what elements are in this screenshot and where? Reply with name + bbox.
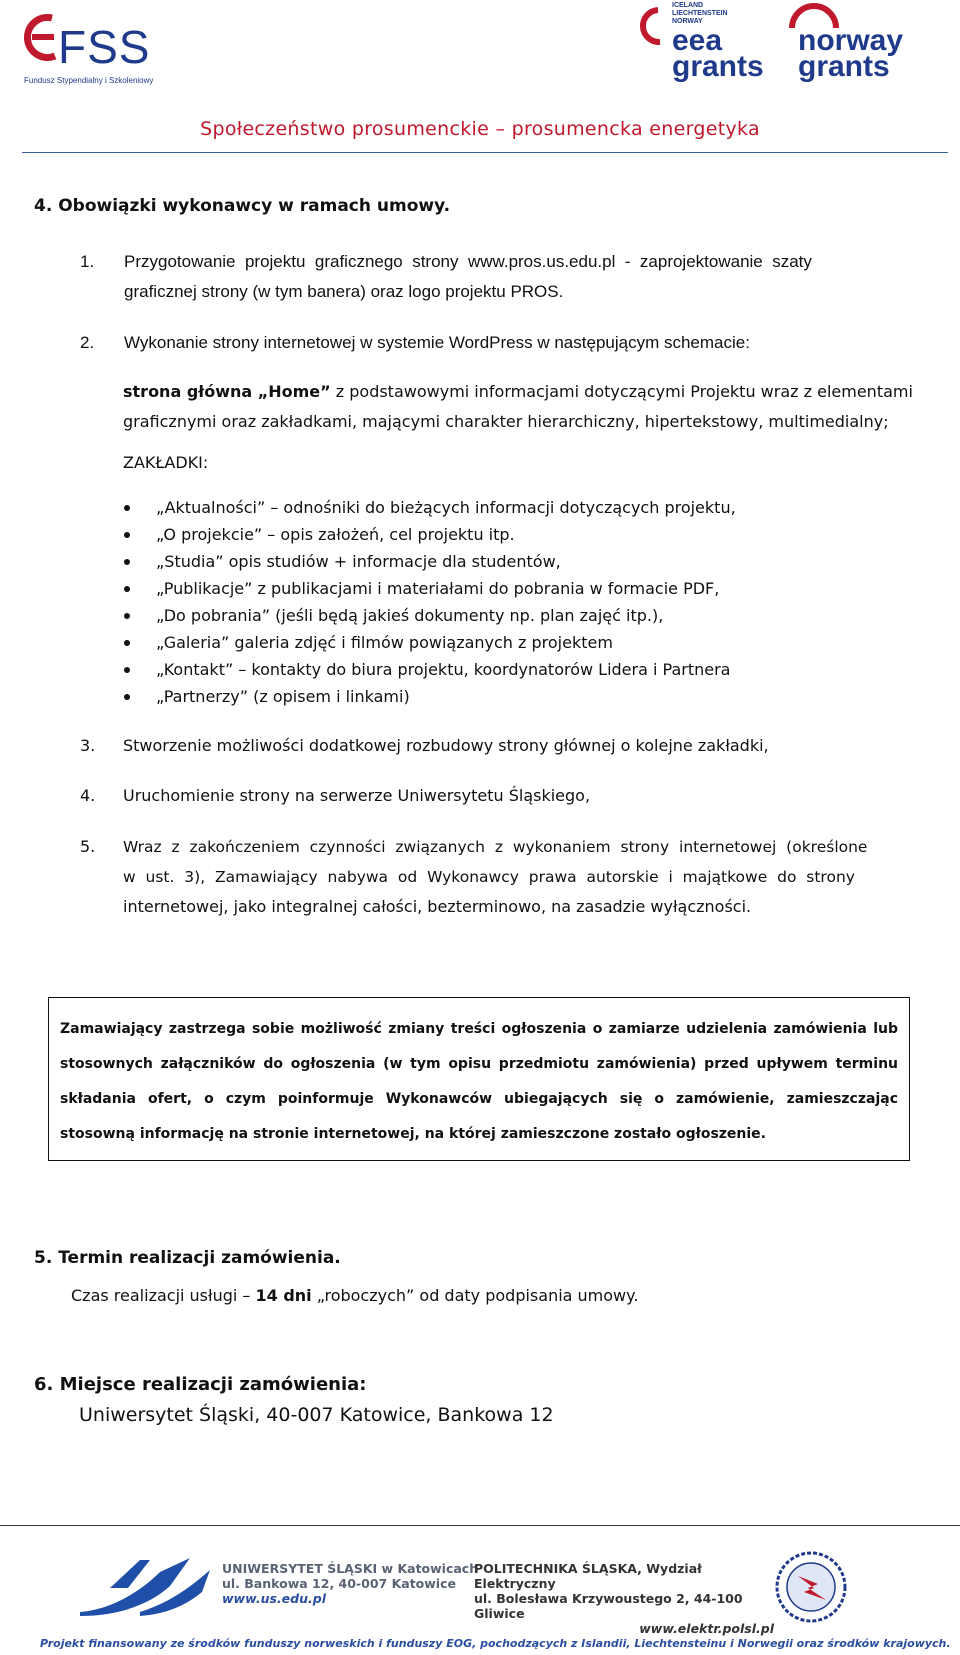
notice-box	[48, 997, 910, 1161]
list-item: „Partnerzy” (z opisem i linkami)	[156, 683, 736, 710]
home-description	[123, 377, 913, 407]
header-divider	[22, 152, 948, 153]
list-item: „O projekcie” – opis założeń, cel projektu itp.	[156, 521, 736, 548]
list-item: „Aktualności” – odnośniki do bieżących informacji dotyczących projektu,	[156, 494, 736, 521]
funding-note: Projekt finansowany ze środków funduszy norweskich i funduszy EOG, pochodzących z Islandii, Liechtensteinu i Norwegii oraz środków krajowych.	[40, 1637, 951, 1650]
section6-heading: 6. Miejsce realizacji zamówienia:	[34, 1374, 367, 1395]
section4-item5-line2: w ust. 3), Zamawiający nabywa od Wykonawcy prawa autorskie i majątkowe do strony	[123, 868, 855, 886]
section4-heading: 4. Obowiązki wykonawcy w ramach umowy.	[34, 196, 451, 216]
section4-item5-line3: internetowej, jako integralnej całości, bezterminowo, na zasadzie wyłączności.	[123, 897, 752, 916]
list-item: „Studia” opis studiów + informacje dla studentów,	[156, 548, 736, 575]
pol-address	[474, 1561, 774, 1636]
section4-item2-text: Wykonanie strony internetowej w systemie WordPress w następującym schemacie:	[124, 333, 750, 352]
section5-text-a: Czas realizacji usługi –	[71, 1286, 256, 1305]
home-label: strona główna „Home”	[123, 382, 331, 401]
eea-logo-line2: grants	[672, 50, 764, 83]
home-description-line2: graficznymi oraz zakładkami, mającymi charakter hierarchiczny, hipertekstowy, multimedialny;	[123, 412, 889, 431]
list-item-number: 3.	[80, 736, 96, 755]
list-item-number: 5.	[80, 837, 96, 856]
pol-logo-icon	[774, 1548, 848, 1626]
fss-logo-subtitle: Fundusz Stypendialny i Szkoleniowy	[24, 76, 154, 85]
section5-text-b: „roboczych” od daty podpisania umowy.	[311, 1286, 639, 1305]
fss-logo-text: FSS	[58, 21, 151, 73]
eea-logo-line1: eea	[672, 24, 723, 57]
list-item-number: 4.	[80, 786, 96, 805]
tabs-list	[156, 494, 736, 710]
home-description-rest: z podstawowymi informacjami dotyczącymi Projektu wraz z elementami	[330, 382, 913, 401]
section4-item3-text: Stworzenie możliwości dodatkowej rozbudowy strony głównej o kolejne zakładki,	[123, 736, 769, 755]
eea-country: ICELAND	[672, 2, 704, 9]
section5-text	[71, 1281, 638, 1311]
eea-grants-logo	[632, 0, 762, 90]
list-item: „Galeria” galeria zdjęć i filmów powiązanych z projektem	[156, 629, 736, 656]
section6-address: Uniwersytet Śląski, 40-007 Katowice, Bankowa 12	[79, 1404, 554, 1426]
list-item: „Publikacje” z publikacjami i materiałami do pobrania w formacie PDF,	[156, 575, 736, 602]
eea-grants-mark	[632, 4, 666, 48]
section4-item4-text: Uruchomienie strony na serwerze Uniwersytetu Śląskiego,	[123, 786, 591, 805]
eea-country: NORWAY	[672, 18, 703, 25]
tabs-label: ZAKŁADKI:	[123, 453, 209, 472]
section5-days: 14 dni	[255, 1286, 312, 1305]
section5-heading: 5. Termin realizacji zamówienia.	[34, 1248, 341, 1268]
notice-text: Zamawiający zastrzega sobie możliwość zmiany treści ogłoszenia o zamiarze udzielenia zamówienia lub stosownych załączników do ogłoszenia (w tym opisu przedmiotu zamówienia) przed upływem terminu składania ofert, o czym poinformuje Wykonawców ubiegających się o zamówienie, zamieszczając stosowną informację na stronie internetowej, na której zamieszczone zostało ogłoszenie.	[60, 1021, 898, 1142]
fss-logo-mark	[22, 10, 62, 70]
us-name: UNIWERSYTET ŚLĄSKI w Katowicach	[222, 1561, 479, 1576]
eea-country: LIECHTENSTEIN	[672, 10, 728, 17]
eea-countries	[672, 2, 728, 26]
pol-name: POLITECHNIKA ŚLĄSKA, Wydział Elektryczny	[474, 1561, 702, 1591]
section4-item1-line1: Przygotowanie projektu graficznego strony www.pros.us.edu.pl - zaprojektowanie szaty	[124, 252, 812, 271]
us-logo-icon	[70, 1552, 220, 1622]
section4-item5-line1: Wraz z zakończeniem czynności związanych z wykonaniem strony internetowej (określone	[123, 838, 868, 856]
pol-street: ul. Bolesława Krzywoustego 2, 44-100 Gliwice	[474, 1591, 743, 1621]
us-website: www.us.edu.pl	[222, 1591, 326, 1606]
list-item-number: 1.	[80, 252, 95, 271]
us-street: ul. Bankowa 12, 40-007 Katowice	[222, 1576, 456, 1591]
norway-grants-logo	[786, 0, 936, 90]
section4-item1-line2: graficznej strony (w tym banera) oraz logo projektu PROS.	[124, 282, 564, 301]
norway-logo-line2: grants	[798, 50, 890, 83]
footer-divider	[0, 1525, 960, 1526]
list-item: „Do pobrania” (jeśli będą jakieś dokumenty np. plan zajęć itp.),	[156, 602, 736, 629]
us-address	[222, 1561, 478, 1606]
fss-logo	[22, 8, 152, 88]
pol-website: www.elektr.polsl.pl	[639, 1621, 774, 1636]
list-item-number: 2.	[80, 333, 95, 352]
norway-logo-line1: norway	[798, 24, 904, 57]
header-title: Społeczeństwo prosumenckie – prosumencka energetyka	[200, 118, 760, 140]
list-item: „Kontakt” – kontakty do biura projektu, koordynatorów Lidera i Partnera	[156, 656, 736, 683]
